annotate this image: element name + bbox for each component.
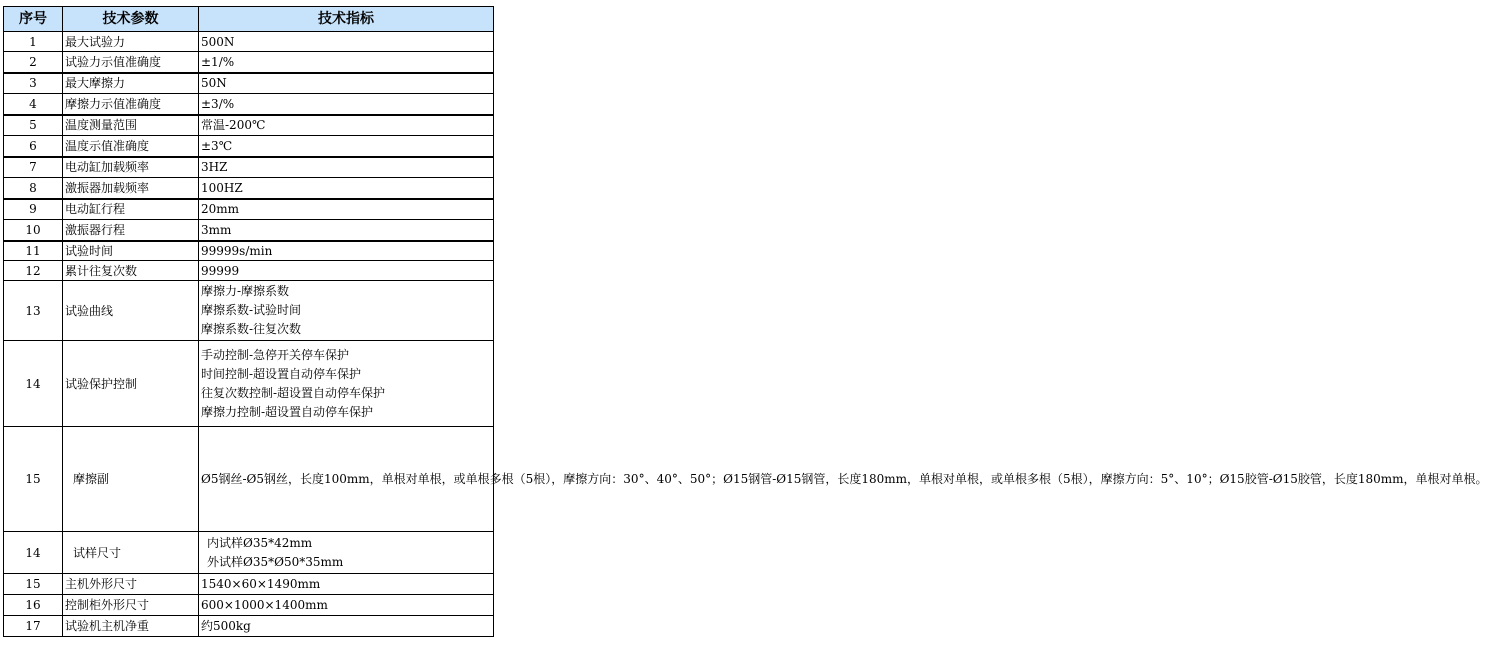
- table-row: [4, 532, 494, 574]
- row-param: 主机外形尺寸: [63, 574, 199, 595]
- table-row: [4, 178, 494, 199]
- table-row: [4, 616, 494, 637]
- table-row: [4, 199, 494, 220]
- row-no: 17: [4, 616, 63, 637]
- row-param: 摩擦副: [63, 427, 199, 532]
- row-param: 试验曲线: [63, 281, 199, 341]
- table-row: [4, 261, 494, 281]
- spec-table: [3, 6, 1488, 637]
- row-param: 激振器行程: [63, 220, 199, 241]
- spec-line: 摩擦系数-试验时间: [201, 303, 302, 317]
- spec-line: 摩擦力控制-超设置自动停车保护: [201, 404, 374, 419]
- table-row: [4, 220, 494, 241]
- row-spec: ±3/%: [199, 94, 494, 115]
- row-spec: [199, 532, 494, 574]
- row-no: 3: [4, 73, 63, 94]
- row-no: 6: [4, 136, 63, 157]
- row-param: 试验保护控制: [63, 341, 199, 427]
- row-spec: 99999: [199, 261, 494, 281]
- row-param: 累计往复次数: [63, 261, 199, 281]
- spec-line: 往复次数控制-超设置自动停车保护: [201, 385, 386, 400]
- row-no: 7: [4, 157, 63, 178]
- row-param: 试验机主机净重: [63, 616, 199, 637]
- row-spec: 1540×60×1490mm: [199, 574, 494, 595]
- row-spec: 约500kg: [199, 616, 494, 637]
- row-param: 电动缸行程: [63, 199, 199, 220]
- row-no: 8: [4, 178, 63, 199]
- spec-line: 摩擦力-摩擦系数: [201, 284, 290, 298]
- row-param: 温度测量范围: [63, 115, 199, 136]
- row-spec: 3HZ: [199, 157, 494, 178]
- row-no: 1: [4, 32, 63, 52]
- table-row: [4, 281, 494, 341]
- table-row: [4, 52, 494, 73]
- row-spec: 常温-200℃: [199, 115, 494, 136]
- row-no: 4: [4, 94, 63, 115]
- row-no: 11: [4, 241, 63, 261]
- table-row: [4, 427, 494, 532]
- row-param: 电动缸加载频率: [63, 157, 199, 178]
- table-row: [4, 94, 494, 115]
- table-row: [4, 136, 494, 157]
- row-spec: 20mm: [199, 199, 494, 220]
- row-no: 10: [4, 220, 63, 241]
- header-param: 技术参数: [63, 7, 199, 32]
- row-spec: 3mm: [199, 220, 494, 241]
- row-spec: 50N: [199, 73, 494, 94]
- table-row: [4, 595, 494, 616]
- row-param: 试样尺寸: [63, 532, 199, 574]
- spec-line: 外试样Ø35*Ø50*35mm: [207, 554, 344, 569]
- row-param: 试验时间: [63, 241, 199, 261]
- table-row: [4, 241, 494, 261]
- row-param: 试验力示值准确度: [63, 52, 199, 73]
- row-spec: Ø5钢丝-Ø5钢丝，长度100mm，单根对单根，或单根多根（5根），摩擦方向：30°、40°、50°；Ø15钢管-Ø15钢管，长度180mm，单根对单根，或单根多根（5根），摩擦方向：5°、10°；Ø15胶管-Ø15胶管，长度180mm，单根对单根。: [199, 427, 494, 532]
- row-no: 15: [4, 574, 63, 595]
- row-spec: ±3℃: [199, 136, 494, 157]
- row-spec: 99999s/min: [199, 241, 494, 261]
- row-param: 摩擦力示值准确度: [63, 94, 199, 115]
- row-no: 2: [4, 52, 63, 73]
- spec-line: 内试样Ø35*42mm: [207, 535, 313, 550]
- table-row: [4, 574, 494, 595]
- row-no: 15: [4, 427, 63, 532]
- row-no: 13: [4, 281, 63, 341]
- table-row: [4, 73, 494, 94]
- row-param: 控制柜外形尺寸: [63, 595, 199, 616]
- table-row: [4, 32, 494, 52]
- spec-line: 时间控制-超设置自动停车保护: [201, 366, 362, 381]
- row-param: 最大摩擦力: [63, 73, 199, 94]
- row-spec: 600×1000×1400mm: [199, 595, 494, 616]
- row-spec: [199, 341, 494, 427]
- spec-line: 摩擦系数-往复次数: [201, 322, 302, 336]
- row-param: 温度示值准确度: [63, 136, 199, 157]
- row-spec: ±1/%: [199, 52, 494, 73]
- table-row: [4, 157, 494, 178]
- table-row: [4, 115, 494, 136]
- header-row: [4, 7, 494, 32]
- row-spec: 100HZ: [199, 178, 494, 199]
- spec-line: 手动控制-急停开关停车保护: [201, 347, 350, 362]
- row-param: 激振器加载频率: [63, 178, 199, 199]
- row-no: 9: [4, 199, 63, 220]
- header-no: 序号: [4, 7, 63, 32]
- row-param: 最大试验力: [63, 32, 199, 52]
- row-no: 14: [4, 532, 63, 574]
- table-row: [4, 341, 494, 427]
- row-no: 12: [4, 261, 63, 281]
- row-no: 16: [4, 595, 63, 616]
- row-no: 14: [4, 341, 63, 427]
- header-spec: 技术指标: [199, 7, 494, 32]
- row-spec: 500N: [199, 32, 494, 52]
- row-no: 5: [4, 115, 63, 136]
- row-spec: [199, 281, 494, 341]
